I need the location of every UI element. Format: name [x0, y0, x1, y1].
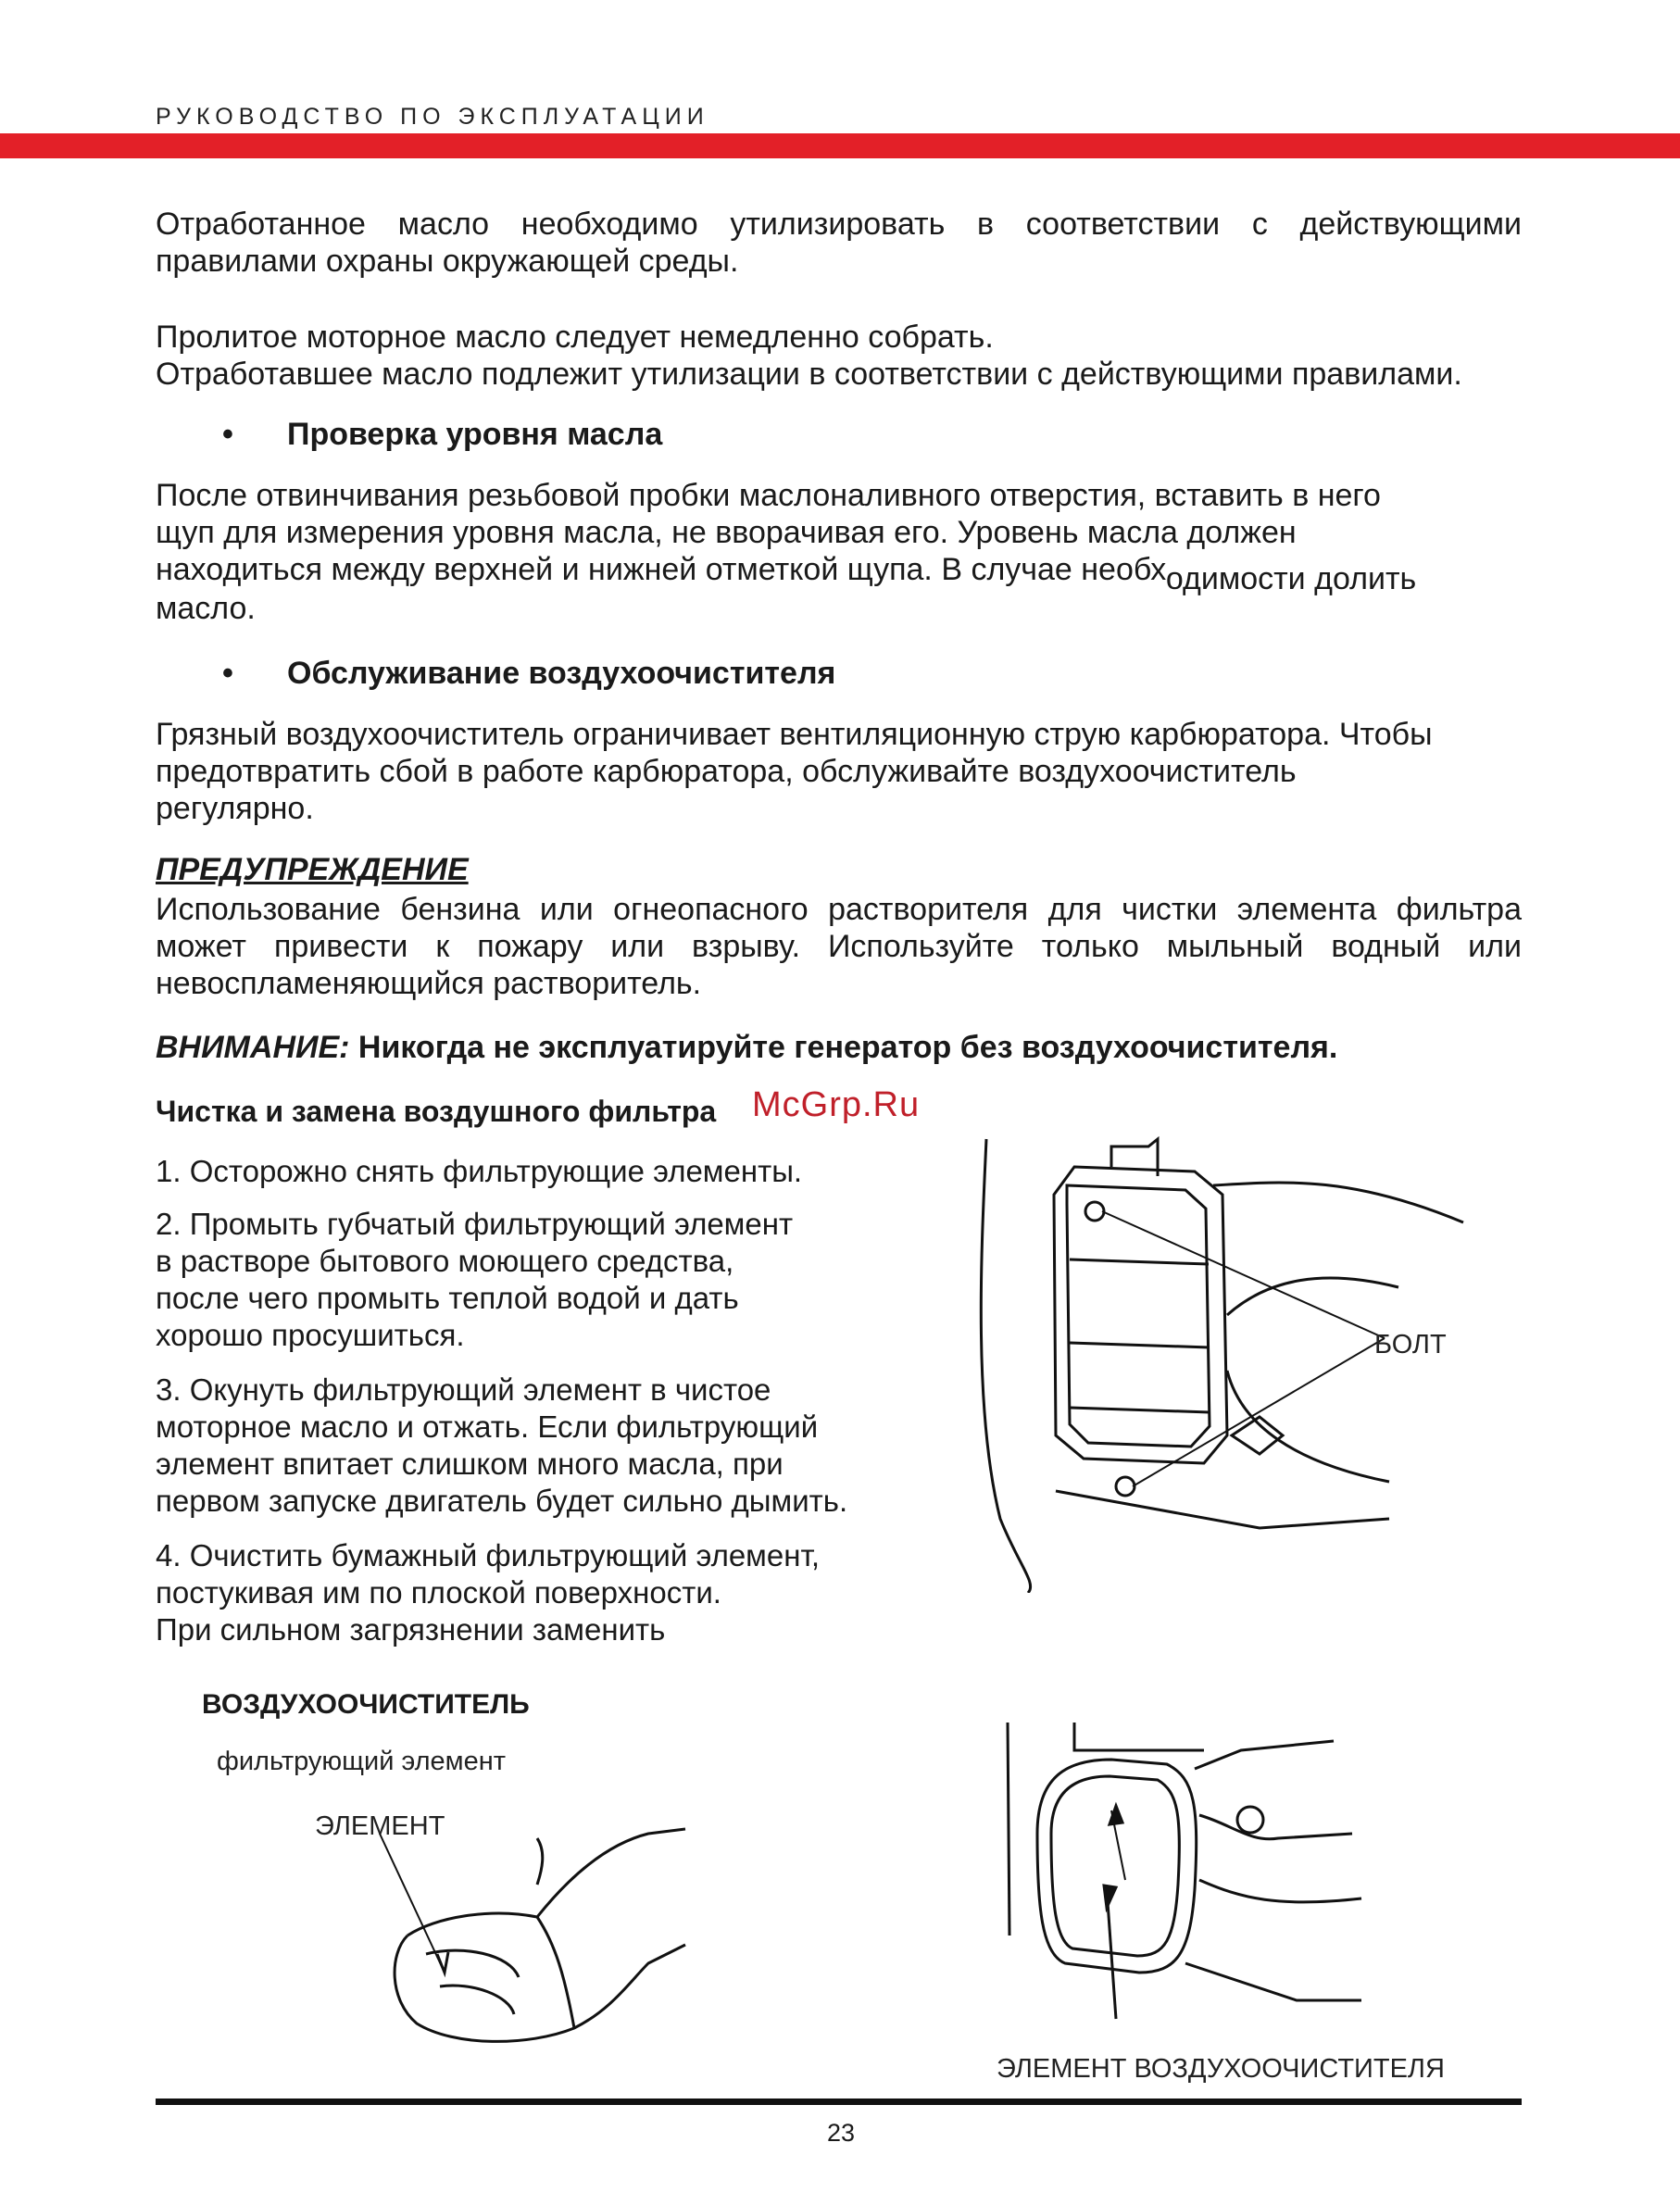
bullet-icon: • [222, 417, 233, 452]
page-number: 23 [826, 2119, 856, 2147]
header-red-band [0, 133, 1680, 158]
oil-check-line-3a: находиться между верхней и нижней отметкой щупа. В случае необх [156, 552, 1166, 587]
air-cleaner-heading [222, 656, 835, 692]
bolt-label: БОЛТ [1374, 1330, 1447, 1359]
air-cleaner-element-label: ЭЛЕМЕНТ ВОЗДУХООЧИСТИТЕЛЯ [997, 2054, 1445, 2084]
warning-title: ПРЕДУПРЕЖДЕНИЕ [156, 852, 469, 887]
step-3-line-3: элемент впитает слишком много масла, при [156, 1447, 784, 1481]
oil-check-line-4: масло. [156, 591, 256, 626]
oil-check-line-3 [156, 551, 1522, 596]
step-3-line-2: моторное масло и отжать. Если фильтрующий [156, 1409, 819, 1444]
header-title: РУКОВОДСТВО ПО ЭКСПЛУАТАЦИИ [156, 104, 709, 130]
warning-line-1: Использование бензина или огнеопасного растворителя для чистки элемента фильтра [156, 892, 1522, 927]
air-cleaner-title: Обслуживание воздухоочистителя [287, 656, 836, 691]
air-cleaner-line-3: регулярно. [156, 791, 314, 826]
element-label: ЭЛЕМЕНТ [315, 1811, 445, 1841]
bullet-icon: • [222, 656, 233, 691]
step-2-line-3: после чего промыть теплой водой и дать [156, 1281, 739, 1315]
air-cleaner-bolt-illustration [963, 1130, 1482, 1593]
oil-check-line-3b: одимости долить [1165, 561, 1417, 596]
attention-line [156, 1030, 1337, 1066]
attention-text: Никогда не эксплуатируйте генератор без воздухоочистителя. [357, 1030, 1338, 1065]
air-cleaner-element-illustration [1000, 1723, 1371, 2028]
attention-label: ВНИМАНИЕ: [156, 1030, 350, 1065]
air-cleaner-line-2: предотвратить сбой в работе карбюратора, обслуживайте воздухоочиститель [156, 754, 1297, 789]
step-3-line-1: 3. Окунуть фильтрующий элемент в чистое [156, 1372, 771, 1407]
step-4-line-2: постукивая им по плоской поверхности. [156, 1575, 721, 1610]
oil-check-line-2: щуп для измерения уровня масла, не вворачивая его. Уровень масла должен [156, 515, 1297, 550]
step-4-line-3: При сильном загрязнении заменить [156, 1612, 666, 1647]
step-1-line-1: 1. Осторожно снять фильтрующие элементы. [156, 1154, 803, 1188]
filter-element-label: фильтрующий элемент [217, 1747, 507, 1776]
warning-line-2: может привести к пожару или взрыву. Используйте только мыльный водный или [156, 929, 1522, 964]
oil-check-title: Проверка уровня масла [287, 417, 663, 452]
step-2-line-4: хорошо просушиться. [156, 1318, 465, 1352]
watermark: McGrp.Ru [752, 1085, 921, 1124]
used-oil-line-1: Отработанное масло необходимо утилизировать в соответствии с действующими [156, 207, 1522, 242]
footer-rule [156, 2099, 1522, 2105]
warning-line-3: невоспламеняющийся растворитель. [156, 966, 702, 1001]
step-2-line-1: 2. Промыть губчатый фильтрующий элемент [156, 1207, 794, 1241]
cleaning-title: Чистка и замена воздушного фильтра [156, 1095, 717, 1128]
oil-check-heading [222, 417, 662, 453]
oil-check-line-1: После отвинчивания резьбовой пробки маслоналивного отверстия, вставить в него [156, 478, 1381, 513]
hand-squeezing-filter-illustration [352, 1815, 704, 2074]
air-cleaner-line-1: Грязный воздухоочиститель ограничивает вентиляционную струю карбюратора. Чтобы [156, 717, 1433, 752]
used-oil-line-2: правилами охраны окружающей среды. [156, 244, 739, 279]
step-3-line-4: первом запуске двигатель будет сильно дымить. [156, 1484, 848, 1518]
step-4-line-1: 4. Очистить бумажный фильтрующий элемент, [156, 1538, 821, 1572]
spilled-oil-line-2: Отработавшее масло подлежит утилизации в соответствии с действующими правилами. [156, 357, 1462, 392]
air-cleaner-figure-heading: ВОЗДУХООЧИСТИТЕЛЬ [202, 1689, 530, 1720]
spilled-oil-line-1: Пролитое моторное масло следует немедленно собрать. [156, 319, 994, 355]
step-2-line-2: в растворе бытового моющего средства, [156, 1244, 734, 1278]
